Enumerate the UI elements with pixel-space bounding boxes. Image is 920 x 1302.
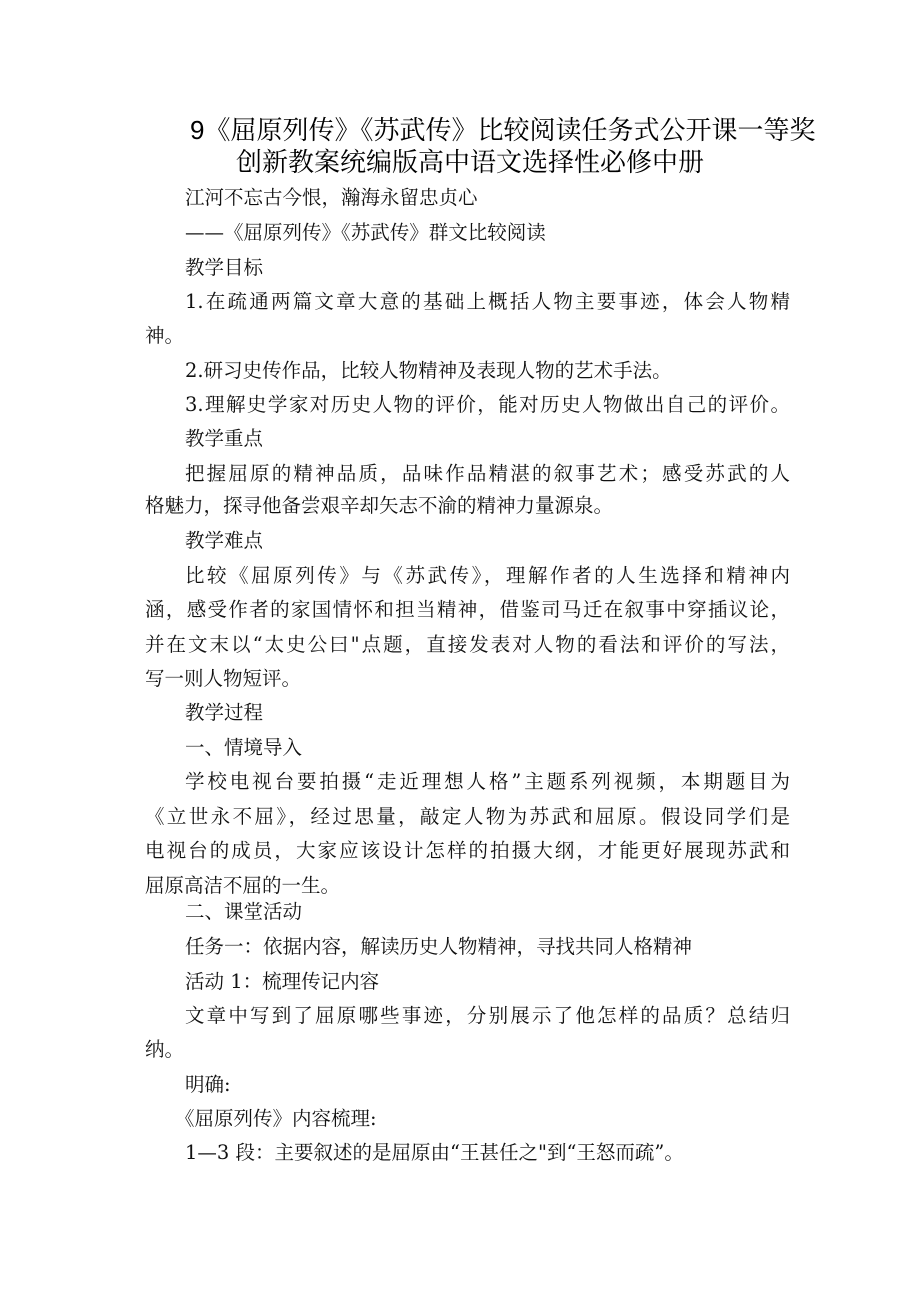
paragraph-line: 并在文末以“太史公曰"点题，直接发表对人物的看法和评价的写法， [145, 633, 790, 656]
paragraph-line: 纳。 [145, 1038, 185, 1061]
section-heading: 教学目标 [185, 256, 264, 279]
paragraph-line: 涵，感受作者的家国情怀和担当精神，借鉴司马迁在叙事中穿插议论， [145, 598, 790, 621]
paragraph-line: 2.研习史传作品，比较人物精神及表现人物的艺术手法。 [185, 359, 672, 382]
paragraph-line: 《屈原列传》内容梳理: [175, 1107, 377, 1130]
subtitle: 江河不忘古今恨，瀚海永留忠贞心 [185, 186, 478, 209]
paragraph-line: 3.理解史学家对历史人物的评价，能对历史人物做出自己的评价。 [185, 393, 790, 416]
title-line-1: 9《屈原列传》《苏武传》比较阅读任务式公开课一等奖 [190, 115, 816, 145]
paragraph-line: 1.在疏通两篇文章大意的基础上概括人物主要事迹，体会人物精 [185, 290, 790, 313]
activity-heading: 活动 1：梳理传记内容 [185, 970, 380, 993]
section-heading: 教学重点 [185, 427, 264, 450]
section-heading: 教学难点 [185, 529, 264, 552]
subtitle-source: ——《屈原列传》《苏武传》群文比较阅读 [185, 221, 546, 244]
subsection-heading: 一、情境导入 [185, 736, 303, 759]
paragraph-line: 电视台的成员，大家应该设计怎样的拍摄大纲，才能更好展现苏武和 [145, 839, 790, 862]
paragraph-line: 明确: [185, 1073, 231, 1096]
paragraph-line: 写一则人物短评。 [145, 667, 302, 690]
paragraph-line: 把握屈原的精神品质，品味作品精湛的叙事艺术；感受苏武的人 [185, 462, 790, 485]
subsection-heading: 二、课堂活动 [185, 900, 303, 923]
paragraph-line: 文章中写到了屈原哪些事迹，分别展示了他怎样的品质？总结归 [185, 1004, 790, 1027]
paragraph-line: 学校电视台要拍摄“走近理想人格”主题系列视频，本期题目为 [185, 770, 790, 793]
paragraph-line: 神。 [145, 324, 185, 347]
paragraph-line: 屈原高洁不屈的一生。 [145, 874, 341, 897]
paragraph-line: 格魅力，探寻他备尝艰辛却矢志不渝的精神力量源泉。 [145, 494, 614, 517]
title-line-2: 创新教案统编版高中语文选择性必修中册 [236, 147, 705, 177]
paragraph-line: 《立世永不屈》，经过思量，敲定人物为苏武和屈原。假设同学们是 [145, 805, 790, 828]
paragraph-line: 比较《屈原列传》与《苏武传》，理解作者的人生选择和精神内 [185, 564, 790, 587]
task-heading: 任务一：依据内容，解读历史人物精神，寻找共同人格精神 [185, 935, 693, 958]
section-heading: 教学过程 [185, 701, 264, 724]
paragraph-line: 1—3 段：主要叙述的是屈原由“王甚任之"到“王怒而疏”。 [185, 1141, 684, 1164]
